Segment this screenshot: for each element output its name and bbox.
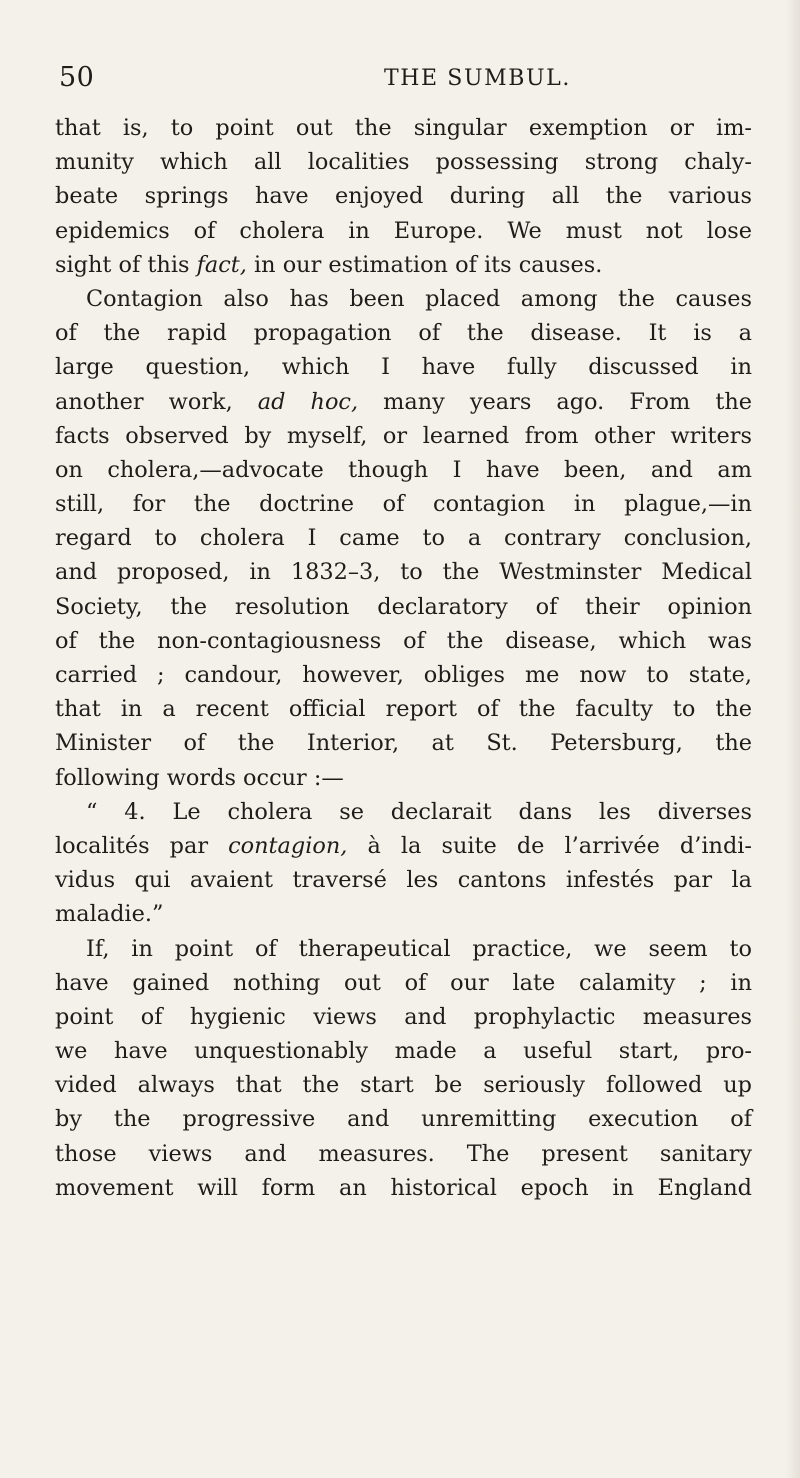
quotation-start-line: “ 4. Le cholera se declarait dans les diverses bbox=[86, 798, 752, 825]
text-segment: many years ago. From the bbox=[358, 388, 752, 415]
quotation-end-line: maladie.” bbox=[55, 901, 164, 928]
text-segment: another work, bbox=[55, 388, 258, 415]
page-number: 50 bbox=[59, 62, 95, 93]
text-segment: localités par bbox=[55, 832, 229, 859]
text-line: movement will form an historical epoch in England bbox=[55, 1174, 752, 1201]
text-line: epidemics of cholera in Europe. We must not lose bbox=[55, 217, 752, 244]
running-head bbox=[59, 61, 719, 95]
text-line: still, for the doctrine of contagion in plague,—in bbox=[55, 491, 752, 518]
quotation-line bbox=[55, 829, 752, 863]
text-line: following words occur :— bbox=[55, 764, 344, 791]
body-text bbox=[55, 111, 752, 1205]
text-line: beate springs have enjoyed during all the various bbox=[55, 183, 752, 210]
text-line: have gained nothing out of our late calamity ; in bbox=[55, 969, 752, 996]
italic-text: fact, bbox=[196, 251, 247, 278]
text-segment: sight of this bbox=[55, 251, 197, 278]
text-line: large question, which I have fully discussed in bbox=[55, 354, 752, 381]
text-line: regard to cholera I came to a contrary conclusion, bbox=[55, 525, 752, 552]
text-line: Minister of the Interior, at St. Petersburg, the bbox=[55, 730, 752, 757]
text-line: and proposed, in 1832–3, to the Westminster Medical bbox=[55, 559, 752, 586]
text-line: we have unquestionably made a useful start, pro- bbox=[55, 1038, 752, 1065]
text-line: facts observed by myself, or learned from other writers bbox=[55, 422, 752, 449]
text-line: munity which all localities possessing strong chaly- bbox=[55, 149, 752, 176]
text-line: by the progressive and unremitting execution of bbox=[55, 1106, 752, 1133]
text-line bbox=[55, 248, 752, 282]
text-line: vided always that the start be seriously followed up bbox=[55, 1072, 752, 1099]
text-line: of the rapid propagation of the disease. It is a bbox=[55, 320, 752, 347]
text-line: carried ; candour, however, obliges me now to state, bbox=[55, 662, 752, 688]
italic-text: ad hoc, bbox=[257, 388, 359, 415]
page-edge-shadow bbox=[786, 0, 800, 1478]
text-line: that is, to point out the singular exemption or im- bbox=[55, 115, 752, 141]
text-line: point of hygienic views and prophylactic measures bbox=[55, 1003, 752, 1030]
paragraph-start-line: Contagion also has been placed among the causes bbox=[86, 285, 752, 312]
text-line bbox=[55, 385, 752, 419]
text-line: of the non-contagiousness of the disease, which was bbox=[55, 627, 752, 654]
quotation-line: vidus qui avaient traversé les cantons infestés par la bbox=[55, 867, 752, 894]
text-line: on cholera,—advocate though I have been, and am bbox=[55, 456, 752, 483]
paragraph-start-line: If, in point of therapeutical practice, we seem to bbox=[86, 935, 752, 962]
text-segment: in our estimation of its causes. bbox=[246, 251, 603, 278]
text-segment: à la suite de l’arrivée d’indi- bbox=[347, 832, 752, 859]
text-line: those views and measures. The present sanitary bbox=[55, 1140, 752, 1167]
running-title: THE SUMBUL. bbox=[384, 66, 571, 91]
text-line: Society, the resolution declaratory of their opinion bbox=[55, 593, 752, 620]
italic-text: contagion, bbox=[228, 832, 348, 859]
text-line: that in a recent official report of the faculty to the bbox=[55, 696, 752, 723]
